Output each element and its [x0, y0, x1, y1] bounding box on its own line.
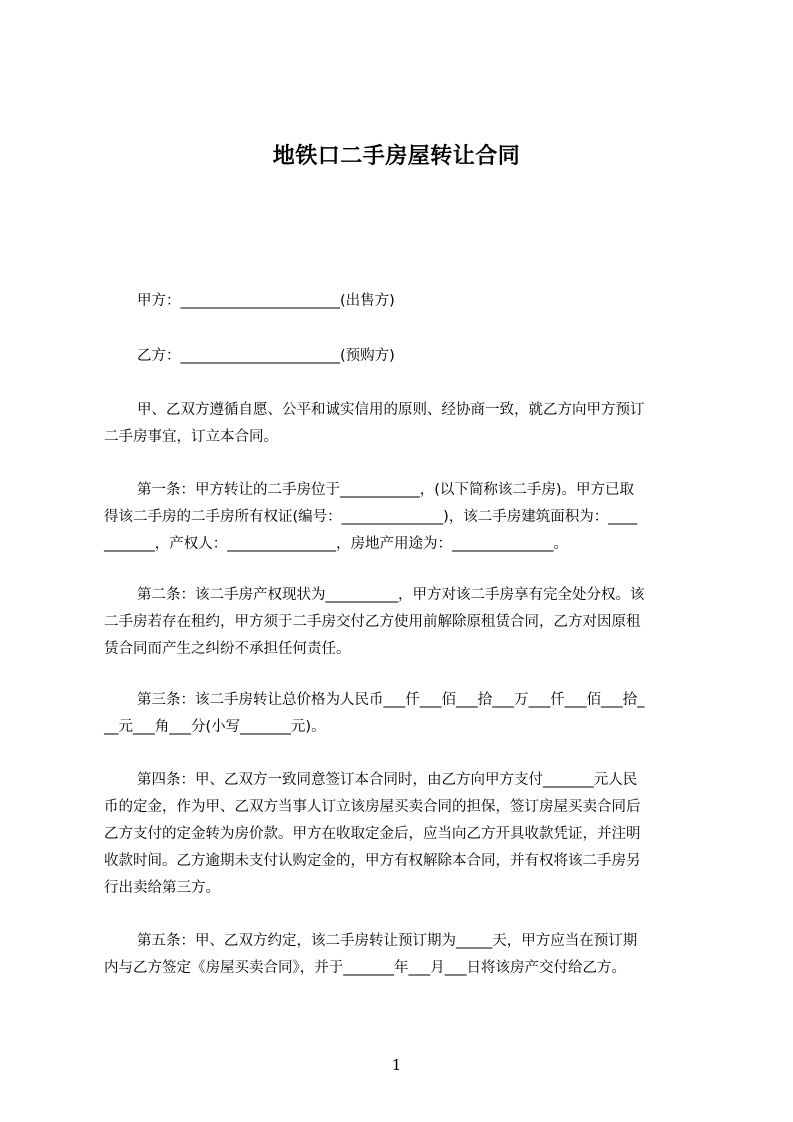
document-title: 地铁口二手房屋转让合同: [272, 144, 521, 169]
article3-line-2: __元___角___分(小写_______元)。: [104, 719, 326, 735]
article4-line-2: 币的定金，作为甲、乙双方当事人订立该房屋买卖合同的担保，签订房屋买卖合同后: [104, 799, 641, 815]
article2-line-2: 二手房若存在租约，甲方须于二手房交付乙方使用前解除原租赁合同，乙方对因原租: [104, 614, 641, 630]
article5-line-2: 内与乙方签定《房屋买卖合同》，并于_______年___月___日将该房产交付给乙方。: [104, 960, 626, 976]
article4-line-1: 第四条：甲、乙双方一致同意签订本合同时，由乙方向甲方支付_______元人民: [137, 772, 638, 788]
party-a-line: 甲方：______________________(出售方): [137, 293, 395, 309]
article3-line-1: 第三条：该二手房转让总价格为人民币___仟___佰___拾___万___仟___佰___拾_: [137, 692, 645, 708]
article4-line-4: 收款时间。乙方逾期未支付认购定金的，甲方有权解除本合同，并有权将该二手房另: [104, 853, 641, 869]
party-b-line: 乙方：______________________(预购方): [137, 348, 395, 364]
article4-line-5: 行出卖给第三方。: [104, 880, 220, 896]
preamble-line-1: 甲、乙双方遵循自愿、公平和诚实信用的原则、经协商一致，就乙方向甲方预订: [137, 402, 645, 418]
article5-line-1: 第五条：甲、乙双方约定，该二手房转让预订期为_____天，甲方应当在预订期: [137, 933, 638, 949]
article4-line-3: 乙方支付的定金转为房价款。甲方在收取定金后，应当向乙方开具收款凭证，并注明: [104, 826, 641, 842]
preamble-line-2: 二手房事宜，订立本合同。: [104, 429, 278, 445]
article1-line-2: 得该二手房的二手房所有权证(编号：______________)，该二手房建筑面积为：____: [104, 509, 638, 525]
article2-line-1: 第二条：该二手房产权现状为__________，甲方对该二手房享有完全处分权。该: [137, 587, 645, 603]
article1-line-3: _______，产权人：_______________，房地产用途为：______________。: [104, 536, 568, 552]
article1-line-1: 第一条：甲方转让的二手房位于___________，(以下简称该二手房)。甲方已取: [137, 482, 635, 498]
article2-line-3: 赁合同而产生之纠纷不承担任何责任。: [104, 641, 351, 657]
page-number: 1: [391, 1056, 402, 1074]
